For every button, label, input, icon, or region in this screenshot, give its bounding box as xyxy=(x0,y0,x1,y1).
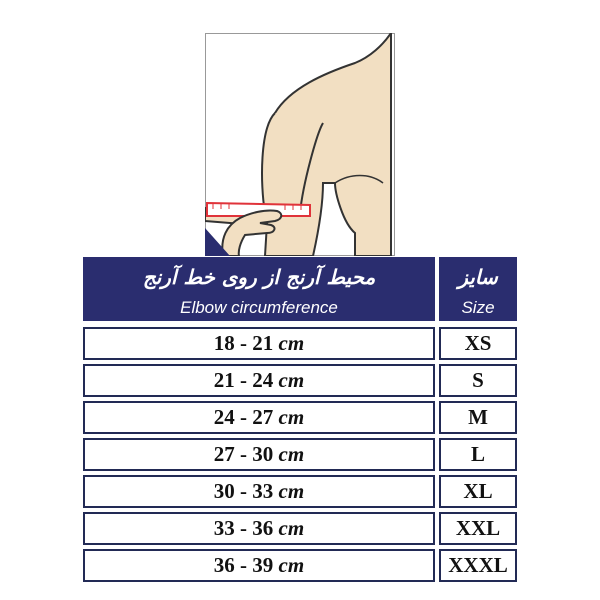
range-cell xyxy=(83,512,435,545)
range-cell xyxy=(83,327,435,360)
range-unit: cm xyxy=(278,442,305,466)
range-cell xyxy=(83,364,435,397)
range-cell xyxy=(83,549,435,582)
size-cell xyxy=(439,401,517,434)
range-unit: cm xyxy=(278,479,305,503)
range-cell xyxy=(83,438,435,471)
header-size xyxy=(439,257,517,321)
size-table xyxy=(83,257,517,583)
range-value: 33 - 36 xyxy=(213,516,274,540)
range-text xyxy=(85,403,433,432)
size-cell xyxy=(439,512,517,545)
range-cell xyxy=(83,475,435,508)
size-cell xyxy=(439,475,517,508)
range-text xyxy=(85,366,433,395)
range-text xyxy=(85,440,433,469)
size-label: S xyxy=(472,368,484,392)
range-value: 27 - 30 xyxy=(213,442,274,466)
range-unit: cm xyxy=(278,368,305,392)
header-size-en: Size xyxy=(461,298,495,317)
size-label: M xyxy=(468,405,488,429)
header-circumference-en: Elbow circumference xyxy=(180,298,338,317)
range-text xyxy=(85,329,433,358)
range-text xyxy=(85,477,433,506)
size-cell xyxy=(439,327,517,360)
range-value: 18 - 21 xyxy=(213,331,274,355)
size-label: XS xyxy=(464,331,492,355)
size-label: XL xyxy=(463,479,493,503)
size-cell xyxy=(439,549,517,582)
size-cell xyxy=(439,438,517,471)
range-value: 21 - 24 xyxy=(213,368,274,392)
range-value: 24 - 27 xyxy=(213,405,274,429)
size-label: XXL xyxy=(455,516,501,540)
header-size-fa: سایز xyxy=(458,265,498,289)
range-text xyxy=(85,551,433,580)
range-text xyxy=(85,514,433,543)
range-unit: cm xyxy=(278,331,305,355)
header-circumference xyxy=(83,257,435,321)
size-cell xyxy=(439,364,517,397)
size-label: L xyxy=(470,442,485,466)
header-circumference-fa: محیط آرنج از روی خط آرنج xyxy=(142,265,376,289)
elbow-measurement-illustration xyxy=(205,33,395,256)
range-value: 30 - 33 xyxy=(213,479,274,503)
range-cell xyxy=(83,401,435,434)
range-value: 36 - 39 xyxy=(213,553,274,577)
size-label: XXXL xyxy=(448,553,508,577)
range-unit: cm xyxy=(278,516,305,540)
range-unit: cm xyxy=(278,405,305,429)
range-unit: cm xyxy=(278,553,305,577)
